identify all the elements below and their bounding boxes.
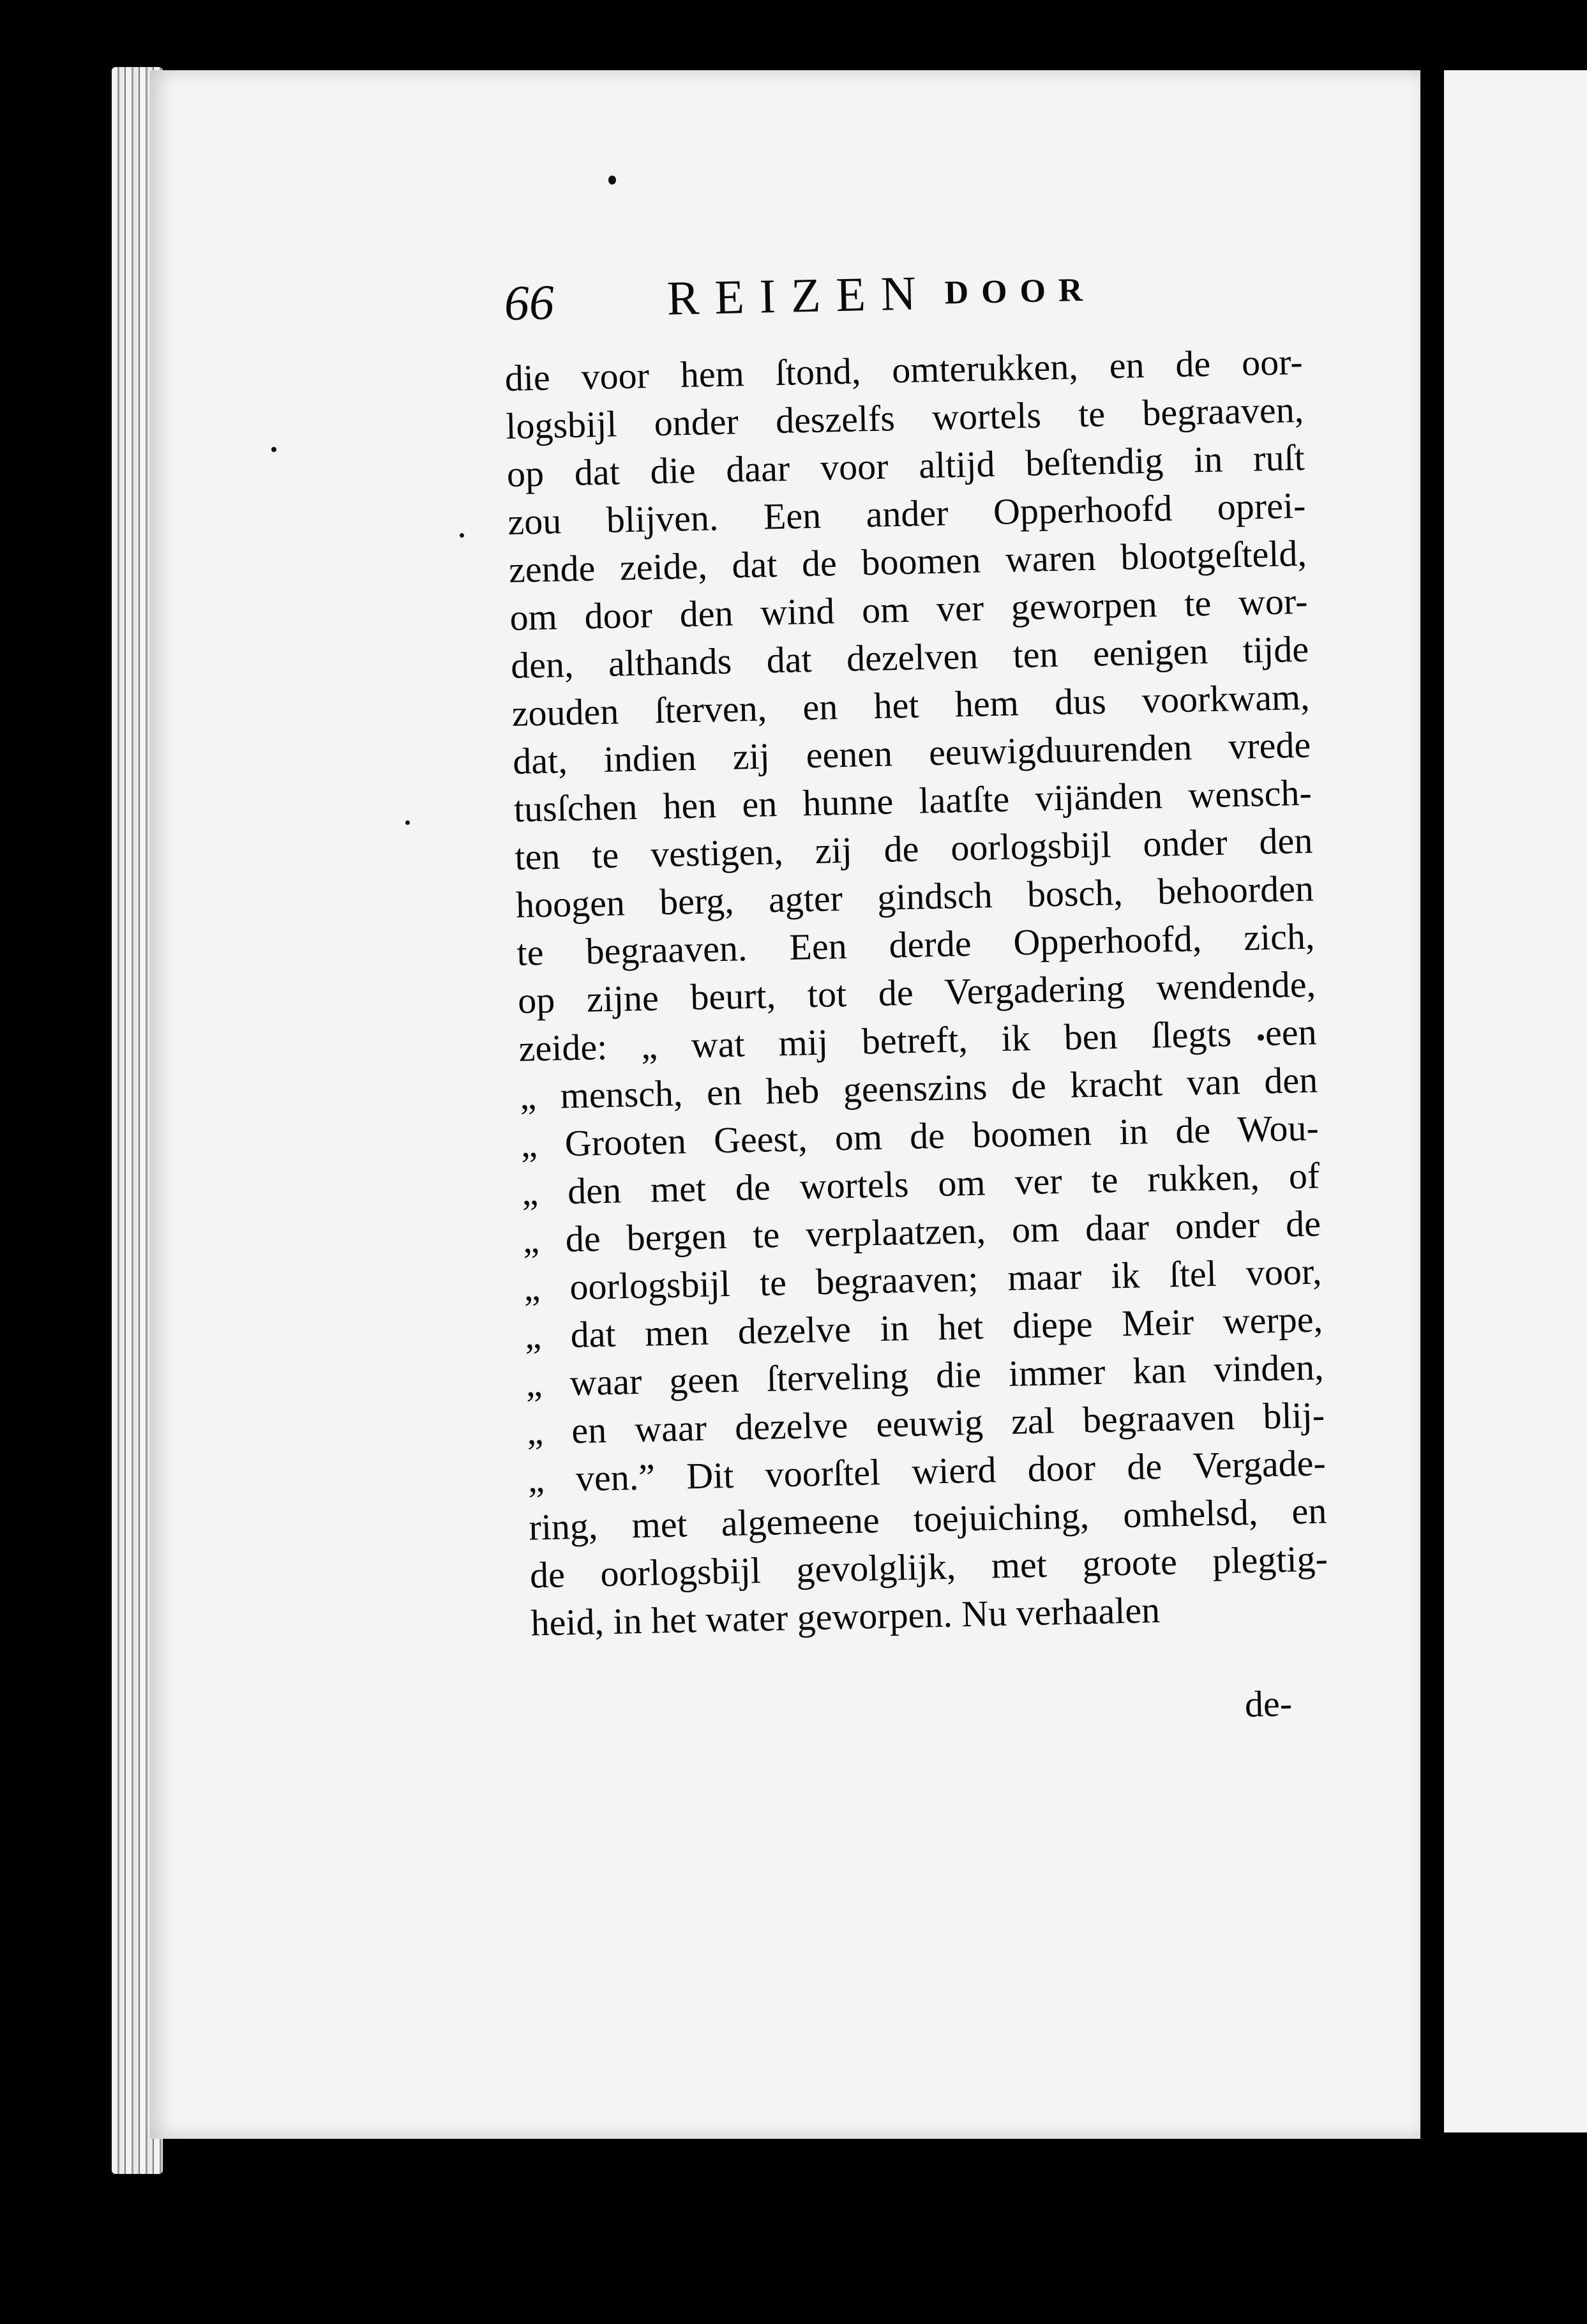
catchword: de-: [1244, 1682, 1293, 1725]
text-line: op dat die daar voor altijd beſtendig in ruſt: [506, 436, 1305, 495]
text-line: „ dat men dezelve in het diepe Meir werpe,: [524, 1298, 1323, 1357]
facing-page: [1444, 70, 1587, 2132]
page-number: 66: [503, 274, 555, 331]
ink-speck: [460, 533, 464, 538]
text-line: op zijne beurt, tot de Vergadering wendende,: [517, 963, 1316, 1022]
text-line: om door den wind om ver geworpen te wor-: [509, 580, 1309, 638]
text-line: ten te vestigen, zij de oorlogsbijl onder den: [514, 819, 1313, 878]
text-line: tusſchen hen en hunne laatſte vijänden wensch-: [513, 771, 1312, 830]
text-line: de oorlogsbijl gevolglijk, met groote plegtig-: [529, 1537, 1328, 1596]
text-line: te begraaven. Een derde Opperhoofd, zich,: [516, 915, 1316, 974]
text-line: zeide: „ wat mij betreft, ik ben ſlegts een: [518, 1011, 1318, 1069]
text-line: zouden ſterven, en het hem dus voorkwam,: [511, 675, 1311, 734]
text-line: „ de bergen te verplaatzen, om daar onder de: [522, 1202, 1321, 1261]
text-line: zende zeide, dat de boomen waren blootgeſteld,: [508, 532, 1307, 591]
text-line: „ ven.” Dit voorſtel wierd door de Vergade-: [527, 1442, 1327, 1500]
text-line: „ waar geen ſterveling die immer kan vinden,: [525, 1346, 1325, 1405]
ink-speck: [405, 820, 410, 825]
text-line: logsbijl onder deszelfs wortels te begraaven,: [505, 388, 1304, 447]
text-line: die voor hem ſtond, omterukken, en de oor-: [504, 340, 1304, 399]
text-line: „ en waar dezelve eeuwig zal begraaven blij-: [526, 1394, 1325, 1452]
ink-speck: [271, 447, 276, 452]
running-title-continuation: DOOR: [944, 271, 1096, 312]
ink-speck: [608, 176, 616, 185]
text-line: zou blijven. Een ander Opperhoofd oprei-: [507, 484, 1306, 543]
text-line: ring, met algemeene toejuiching, omhelsd, en: [528, 1490, 1327, 1548]
text-line: den, althands dat dezelven ten eenigen tijde: [510, 628, 1309, 686]
text-line: hoogen berg, agter gindsch bosch, behoorden: [515, 867, 1314, 926]
gutter: [1420, 70, 1444, 2132]
text-line: „ oorlogsbijl te begraaven; maar ik ſtel voor,: [523, 1250, 1323, 1309]
running-title: REIZEN: [666, 266, 932, 326]
text-line: „ Grooten Geest, om de boomen in de Wou-: [520, 1106, 1320, 1165]
text-line: dat, indien zij eenen eeuwigduurenden vrede: [512, 723, 1311, 782]
text-line: „ mensch, en heb geenszins de kracht van den: [519, 1059, 1318, 1117]
text-line: „ den met de wortels om ver te rukken, of: [521, 1154, 1320, 1213]
body-text: [504, 338, 1329, 1647]
text-line: heid, in het water geworpen. Nu verhaalen: [530, 1588, 1161, 1644]
